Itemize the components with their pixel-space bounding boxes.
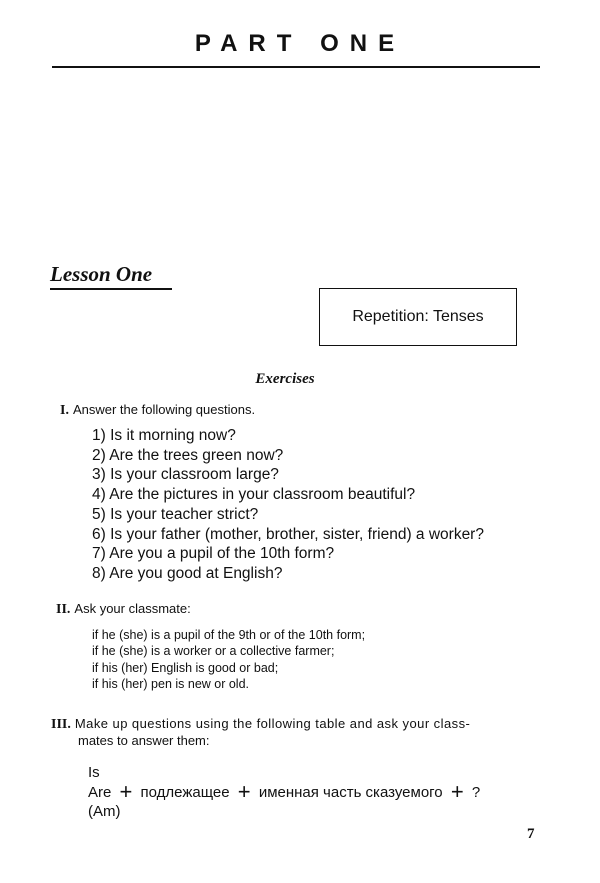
formula-is: Is	[88, 764, 100, 781]
list-item: if he (she) is a worker or a collective farmer;	[92, 644, 335, 659]
exercise-2-header	[56, 600, 191, 618]
question-item: 7) Are you a pupil of the 10th form?	[92, 545, 335, 563]
exercises-heading: Exercises	[255, 371, 315, 387]
formula-subject: подлежащее	[140, 784, 230, 801]
formula-question-mark: ?	[471, 784, 481, 801]
question-formula	[88, 763, 480, 821]
formula-predicate: именная часть сказуемого	[258, 784, 443, 801]
exercise-1-header	[60, 401, 255, 419]
page-number: 7	[527, 826, 535, 842]
list-item: if his (her) English is good or bad;	[92, 660, 279, 675]
question-item: 6) Is your father (mother, brother, sister, friend) a worker?	[92, 525, 484, 543]
lesson-title-underline	[50, 288, 172, 290]
formula-are: Are	[88, 784, 112, 801]
classmate-question-list	[92, 627, 365, 692]
question-item: 8) Are you good at English?	[92, 564, 283, 582]
lesson-title: Lesson One	[50, 262, 153, 286]
question-item: 1) Is it morning now?	[92, 427, 236, 444]
repetition-box: Repetition: Tenses	[319, 288, 517, 346]
exercise-3-instruction-line2: mates to answer them:	[78, 733, 210, 748]
exercise-3-header	[51, 715, 541, 748]
part-title: PART ONE	[194, 30, 406, 57]
exercise-1-number: I.	[60, 403, 69, 418]
plus-sign: +	[237, 779, 251, 804]
question-item: 5) Is your teacher strict?	[92, 505, 259, 523]
question-item: 2) Are the trees green now?	[92, 446, 284, 464]
list-item: if he (she) is a pupil of the 9th or of the 10th form;	[92, 628, 366, 642]
question-item: 4) Are the pictures in your classroom beautiful?	[92, 486, 416, 504]
formula-main-line	[88, 779, 481, 804]
exercise-2-number: II.	[56, 602, 71, 617]
question-item: 3) Is your classroom large?	[92, 466, 279, 484]
list-item: if his (her) pen is new or old.	[92, 676, 250, 691]
exercise-2-instruction: Ask your classmate:	[74, 601, 191, 616]
question-list	[92, 426, 484, 584]
plus-sign: +	[450, 779, 464, 804]
exercise-3-instruction-line1: Make up questions using the following table and ask your class-	[74, 716, 471, 731]
plus-sign: +	[119, 779, 133, 804]
exercise-3-number: III.	[51, 717, 71, 732]
title-rule	[52, 66, 540, 68]
exercise-1-instruction: Answer the following questions.	[72, 402, 256, 417]
formula-am: (Am)	[88, 803, 121, 820]
